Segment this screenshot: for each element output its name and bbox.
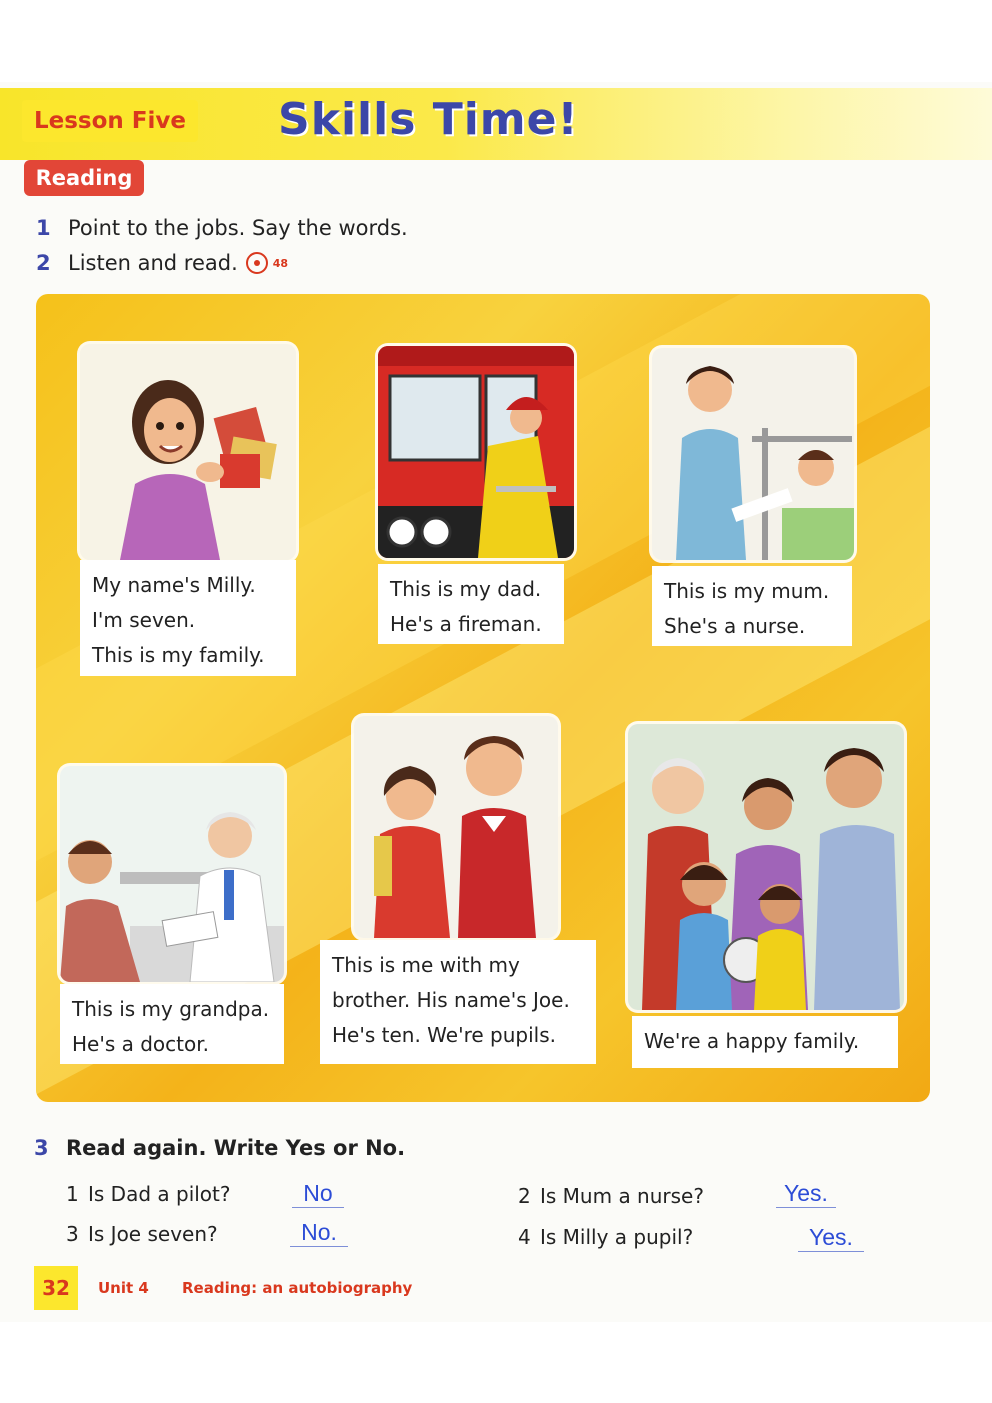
caption-milly xyxy=(80,560,296,676)
footer-topic: Reading: an autobiography xyxy=(182,1279,413,1297)
instruction-text: Point to the jobs. Say the words. xyxy=(68,216,408,240)
caption-line: I'm seven. xyxy=(92,608,196,632)
caption-line: He's a fireman. xyxy=(390,612,542,636)
audio-track[interactable] xyxy=(246,252,288,274)
question-4 xyxy=(518,1225,693,1249)
audio-track-number: 48 xyxy=(272,256,289,270)
instruction-number: 2 xyxy=(36,251,51,275)
illustration-doctor xyxy=(60,766,284,982)
question-number: 4 xyxy=(518,1225,531,1249)
answer-field-1[interactable]: No xyxy=(292,1180,344,1208)
illustration-fireman xyxy=(378,346,574,558)
caption-line: He's a doctor. xyxy=(72,1032,209,1056)
caption-line: He's ten. We're pupils. xyxy=(332,1023,556,1047)
story-panel xyxy=(36,294,930,1102)
caption-line: brother. His name's Joe. xyxy=(332,988,570,1012)
instruction-1 xyxy=(36,216,408,240)
footer-unit: Unit 4 xyxy=(98,1279,149,1297)
caption-line: This is my grandpa. xyxy=(72,997,270,1021)
answer-field-2[interactable]: Yes. xyxy=(776,1180,836,1208)
caption-line: This is my dad. xyxy=(390,577,542,601)
caption-family xyxy=(632,1016,898,1068)
exercise-number: 3 xyxy=(34,1136,49,1160)
page-title: Skills Time! xyxy=(278,94,579,145)
answer-field-4[interactable]: Yes. xyxy=(798,1224,864,1252)
illustration-family xyxy=(628,724,904,1010)
caption-line: We're a happy family. xyxy=(644,1029,860,1053)
question-text: Is Joe seven? xyxy=(88,1222,218,1246)
caption-line: This is my mum. xyxy=(664,579,830,603)
question-text: Is Milly a pupil? xyxy=(540,1225,694,1249)
instruction-2 xyxy=(36,251,288,275)
question-3 xyxy=(66,1222,218,1246)
illustration-nurse xyxy=(652,348,854,560)
page-number: 32 xyxy=(34,1266,78,1310)
question-text: Is Mum a nurse? xyxy=(540,1184,704,1208)
exercise-instruction: Read again. Write Yes or No. xyxy=(66,1136,406,1160)
caption-fireman xyxy=(378,564,564,644)
caption-line: This is me with my xyxy=(332,953,520,977)
caption-line: My name's Milly. xyxy=(92,573,256,597)
instruction-number: 1 xyxy=(36,216,51,240)
exercise-title xyxy=(34,1136,405,1160)
cd-icon[interactable] xyxy=(246,252,268,274)
section-badge: Reading xyxy=(24,160,144,196)
question-number: 2 xyxy=(518,1184,531,1208)
question-2 xyxy=(518,1184,704,1208)
answer-field-3[interactable]: No. xyxy=(290,1219,348,1247)
lesson-label: Lesson Five xyxy=(22,100,198,142)
question-text: Is Dad a pilot? xyxy=(88,1182,231,1206)
illustration-milly xyxy=(80,344,296,560)
instruction-text: Listen and read. xyxy=(68,251,238,275)
caption-doctor xyxy=(60,984,284,1064)
caption-siblings xyxy=(320,940,596,1064)
illustration-siblings xyxy=(354,716,558,938)
caption-line: She's a nurse. xyxy=(664,614,806,638)
caption-line: This is my family. xyxy=(92,643,265,667)
question-1 xyxy=(66,1182,231,1206)
question-number: 3 xyxy=(66,1222,79,1246)
question-number: 1 xyxy=(66,1182,79,1206)
caption-nurse xyxy=(652,566,852,646)
